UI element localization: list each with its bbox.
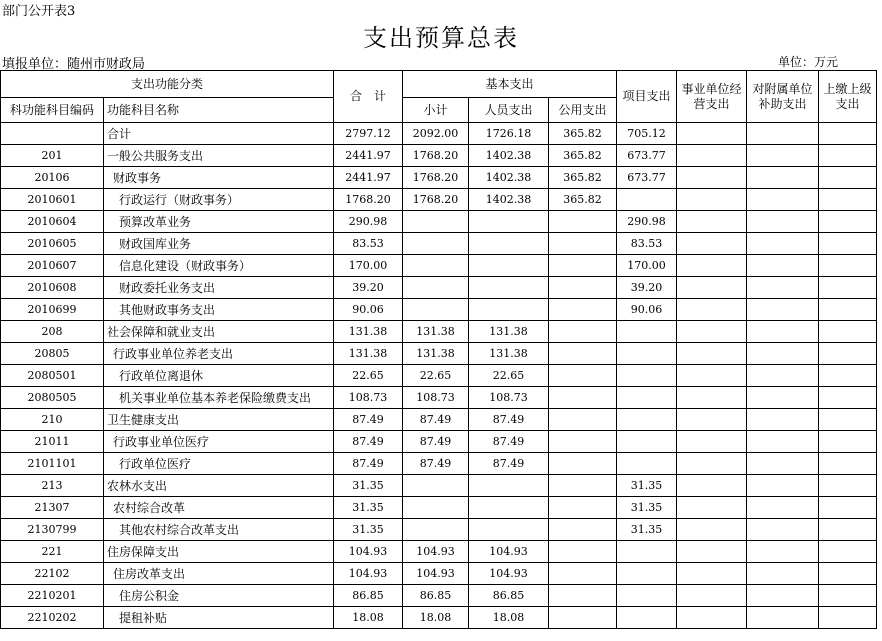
cell-public <box>549 233 617 255</box>
cell-enterprise <box>677 431 747 453</box>
cell-public <box>549 365 617 387</box>
cell-personnel <box>469 277 549 299</box>
cell-remit <box>819 123 877 145</box>
cell-name: 合计 <box>104 123 334 145</box>
cell-total: 39.20 <box>334 277 403 299</box>
table-row <box>1 123 877 145</box>
cell-personnel: 87.49 <box>469 409 549 431</box>
table-row <box>1 189 877 211</box>
cell-name: 住房公积金 <box>104 585 334 607</box>
cell-subsidy <box>747 409 819 431</box>
cell-code: 2210202 <box>1 607 104 629</box>
cell-personnel <box>469 255 549 277</box>
cell-subtotal: 104.93 <box>403 563 469 585</box>
cell-project <box>617 321 677 343</box>
cell-code: 2010699 <box>1 299 104 321</box>
cell-subsidy <box>747 453 819 475</box>
cell-total: 2441.97 <box>334 145 403 167</box>
header-personnel: 人员支出 <box>469 98 549 123</box>
cell-enterprise <box>677 277 747 299</box>
cell-total: 2797.12 <box>334 123 403 145</box>
cell-total: 87.49 <box>334 453 403 475</box>
cell-total: 83.53 <box>334 233 403 255</box>
cell-subtotal: 87.49 <box>403 409 469 431</box>
cell-public <box>549 453 617 475</box>
cell-enterprise <box>677 519 747 541</box>
table-row <box>1 233 877 255</box>
cell-personnel <box>469 233 549 255</box>
header-project: 项目支出 <box>617 71 677 123</box>
cell-total: 104.93 <box>334 563 403 585</box>
cell-public <box>549 585 617 607</box>
header-total: 合 计 <box>334 71 403 123</box>
cell-enterprise <box>677 365 747 387</box>
cell-enterprise <box>677 475 747 497</box>
cell-code: 201 <box>1 145 104 167</box>
cell-public <box>549 541 617 563</box>
table-row <box>1 145 877 167</box>
cell-name: 信息化建设（财政事务） <box>104 255 334 277</box>
cell-enterprise <box>677 541 747 563</box>
table-row <box>1 453 877 475</box>
cell-subtotal: 131.38 <box>403 321 469 343</box>
cell-project: 705.12 <box>617 123 677 145</box>
cell-total: 31.35 <box>334 497 403 519</box>
cell-subtotal: 1768.20 <box>403 145 469 167</box>
cell-public <box>549 387 617 409</box>
cell-project <box>617 431 677 453</box>
table-row <box>1 497 877 519</box>
cell-remit <box>819 365 877 387</box>
cell-name: 行政单位离退休 <box>104 365 334 387</box>
cell-public <box>549 277 617 299</box>
cell-remit <box>819 343 877 365</box>
cell-enterprise <box>677 255 747 277</box>
header-subsidy: 对附属单位补助支出 <box>747 71 819 123</box>
header-public: 公用支出 <box>549 98 617 123</box>
cell-project <box>617 585 677 607</box>
table-row <box>1 431 877 453</box>
cell-name: 其他财政事务支出 <box>104 299 334 321</box>
cell-subsidy <box>747 431 819 453</box>
cell-public <box>549 519 617 541</box>
cell-enterprise <box>677 233 747 255</box>
cell-personnel <box>469 519 549 541</box>
cell-total: 22.65 <box>334 365 403 387</box>
cell-remit <box>819 189 877 211</box>
cell-name: 提租补贴 <box>104 607 334 629</box>
cell-remit <box>819 541 877 563</box>
cell-subsidy <box>747 321 819 343</box>
table-row <box>1 343 877 365</box>
cell-enterprise <box>677 145 747 167</box>
table-row <box>1 607 877 629</box>
cell-code: 2010607 <box>1 255 104 277</box>
cell-personnel <box>469 497 549 519</box>
cell-subtotal <box>403 519 469 541</box>
cell-subtotal: 18.08 <box>403 607 469 629</box>
cell-public <box>549 431 617 453</box>
cell-remit <box>819 475 877 497</box>
cell-code: 2130799 <box>1 519 104 541</box>
cell-personnel: 1726.18 <box>469 123 549 145</box>
cell-name: 行政运行（财政事务） <box>104 189 334 211</box>
cell-enterprise <box>677 607 747 629</box>
cell-total: 131.38 <box>334 321 403 343</box>
cell-name: 行政单位医疗 <box>104 453 334 475</box>
cell-subsidy <box>747 277 819 299</box>
cell-public <box>549 497 617 519</box>
cell-subsidy <box>747 387 819 409</box>
cell-subtotal: 104.93 <box>403 541 469 563</box>
cell-enterprise <box>677 211 747 233</box>
cell-name: 农村综合改革 <box>104 497 334 519</box>
cell-subtotal <box>403 255 469 277</box>
cell-subtotal <box>403 299 469 321</box>
cell-public <box>549 563 617 585</box>
cell-project: 170.00 <box>617 255 677 277</box>
cell-subsidy <box>747 365 819 387</box>
cell-subsidy <box>747 211 819 233</box>
form-number-label: 部门公开表3 <box>2 4 76 19</box>
cell-enterprise <box>677 563 747 585</box>
cell-public: 365.82 <box>549 189 617 211</box>
header-name: 功能科目名称 <box>104 98 334 123</box>
cell-total: 18.08 <box>334 607 403 629</box>
cell-personnel: 87.49 <box>469 453 549 475</box>
cell-remit <box>819 277 877 299</box>
cell-code: 2010604 <box>1 211 104 233</box>
cell-enterprise <box>677 321 747 343</box>
cell-subsidy <box>747 563 819 585</box>
cell-project <box>617 189 677 211</box>
cell-code: 20805 <box>1 343 104 365</box>
cell-personnel: 86.85 <box>469 585 549 607</box>
cell-total: 1768.20 <box>334 189 403 211</box>
header-remit: 上缴上级支出 <box>819 71 877 123</box>
cell-enterprise <box>677 123 747 145</box>
cell-enterprise <box>677 167 747 189</box>
cell-name: 农林水支出 <box>104 475 334 497</box>
cell-total: 108.73 <box>334 387 403 409</box>
cell-code: 2010608 <box>1 277 104 299</box>
cell-remit <box>819 431 877 453</box>
cell-public <box>549 343 617 365</box>
cell-subtotal: 1768.20 <box>403 167 469 189</box>
header-subtotal: 小计 <box>403 98 469 123</box>
header-code: 科功能科目编码 <box>1 98 104 123</box>
cell-code: 21307 <box>1 497 104 519</box>
cell-name: 财政委托业务支出 <box>104 277 334 299</box>
cell-subsidy <box>747 497 819 519</box>
cell-project: 31.35 <box>617 519 677 541</box>
cell-personnel <box>469 211 549 233</box>
cell-name: 住房改革支出 <box>104 563 334 585</box>
cell-remit <box>819 563 877 585</box>
cell-enterprise <box>677 585 747 607</box>
cell-subsidy <box>747 233 819 255</box>
header-function-class: 支出功能分类 <box>1 71 334 98</box>
cell-project: 673.77 <box>617 167 677 189</box>
table-row <box>1 321 877 343</box>
cell-subsidy <box>747 607 819 629</box>
cell-total: 104.93 <box>334 541 403 563</box>
cell-enterprise <box>677 409 747 431</box>
table-row <box>1 255 877 277</box>
cell-subtotal <box>403 497 469 519</box>
cell-code: 210 <box>1 409 104 431</box>
cell-total: 290.98 <box>334 211 403 233</box>
cell-total: 131.38 <box>334 343 403 365</box>
cell-remit <box>819 453 877 475</box>
cell-public: 365.82 <box>549 145 617 167</box>
table-row <box>1 299 877 321</box>
cell-personnel: 1402.38 <box>469 167 549 189</box>
cell-personnel <box>469 299 549 321</box>
cell-name: 机关事业单位基本养老保险缴费支出 <box>104 387 334 409</box>
cell-remit <box>819 321 877 343</box>
cell-subtotal: 108.73 <box>403 387 469 409</box>
cell-subsidy <box>747 167 819 189</box>
cell-personnel: 104.93 <box>469 541 549 563</box>
cell-subtotal <box>403 277 469 299</box>
cell-personnel <box>469 475 549 497</box>
cell-enterprise <box>677 453 747 475</box>
page-title: 支出预算总表 <box>363 24 519 52</box>
header-basic: 基本支出 <box>403 71 617 98</box>
cell-personnel: 1402.38 <box>469 189 549 211</box>
cell-remit <box>819 299 877 321</box>
cell-remit <box>819 519 877 541</box>
header-enterprise: 事业单位经营支出 <box>677 71 747 123</box>
cell-project <box>617 365 677 387</box>
cell-total: 87.49 <box>334 431 403 453</box>
cell-project: 290.98 <box>617 211 677 233</box>
cell-project <box>617 387 677 409</box>
cell-code: 221 <box>1 541 104 563</box>
cell-total: 2441.97 <box>334 167 403 189</box>
cell-name: 行政事业单位医疗 <box>104 431 334 453</box>
cell-subtotal: 1768.20 <box>403 189 469 211</box>
cell-personnel: 108.73 <box>469 387 549 409</box>
cell-name: 财政事务 <box>104 167 334 189</box>
cell-public: 365.82 <box>549 123 617 145</box>
cell-project <box>617 409 677 431</box>
cell-subtotal: 87.49 <box>403 431 469 453</box>
cell-public <box>549 321 617 343</box>
cell-code: 2101101 <box>1 453 104 475</box>
cell-subtotal <box>403 475 469 497</box>
cell-total: 87.49 <box>334 409 403 431</box>
cell-total: 31.35 <box>334 519 403 541</box>
cell-enterprise <box>677 343 747 365</box>
cell-code <box>1 123 104 145</box>
cell-remit <box>819 167 877 189</box>
cell-remit <box>819 145 877 167</box>
cell-subtotal: 87.49 <box>403 453 469 475</box>
cell-remit <box>819 255 877 277</box>
cell-code: 2080505 <box>1 387 104 409</box>
table-row <box>1 475 877 497</box>
cell-name: 一般公共服务支出 <box>104 145 334 167</box>
cell-name: 预算改革业务 <box>104 211 334 233</box>
cell-project <box>617 453 677 475</box>
reporting-unit-label: 填报单位：随州市财政局 <box>2 57 146 72</box>
cell-personnel: 1402.38 <box>469 145 549 167</box>
cell-public <box>549 255 617 277</box>
cell-name: 卫生健康支出 <box>104 409 334 431</box>
table-row <box>1 211 877 233</box>
cell-personnel: 22.65 <box>469 365 549 387</box>
cell-remit <box>819 409 877 431</box>
cell-subtotal: 2092.00 <box>403 123 469 145</box>
budget-table <box>0 70 877 629</box>
cell-subtotal <box>403 211 469 233</box>
table-row <box>1 365 877 387</box>
cell-personnel: 131.38 <box>469 321 549 343</box>
cell-remit <box>819 497 877 519</box>
cell-personnel: 18.08 <box>469 607 549 629</box>
cell-total: 31.35 <box>334 475 403 497</box>
cell-subtotal: 86.85 <box>403 585 469 607</box>
cell-name: 住房保障支出 <box>104 541 334 563</box>
cell-public <box>549 211 617 233</box>
cell-code: 2080501 <box>1 365 104 387</box>
cell-public <box>549 607 617 629</box>
table-row <box>1 563 877 585</box>
cell-subtotal: 131.38 <box>403 343 469 365</box>
cell-subsidy <box>747 541 819 563</box>
cell-code: 20106 <box>1 167 104 189</box>
cell-project <box>617 541 677 563</box>
cell-code: 22102 <box>1 563 104 585</box>
cell-personnel: 131.38 <box>469 343 549 365</box>
cell-subsidy <box>747 145 819 167</box>
table-row <box>1 277 877 299</box>
cell-enterprise <box>677 387 747 409</box>
table-row <box>1 519 877 541</box>
cell-remit <box>819 211 877 233</box>
cell-code: 2010605 <box>1 233 104 255</box>
table-row <box>1 409 877 431</box>
cell-name: 行政事业单位养老支出 <box>104 343 334 365</box>
currency-unit-label: 单位：万元 <box>778 55 839 69</box>
cell-project: 39.20 <box>617 277 677 299</box>
cell-enterprise <box>677 189 747 211</box>
cell-subsidy <box>747 343 819 365</box>
cell-public <box>549 299 617 321</box>
cell-personnel: 104.93 <box>469 563 549 585</box>
cell-code: 2010601 <box>1 189 104 211</box>
cell-public <box>549 409 617 431</box>
cell-project: 90.06 <box>617 299 677 321</box>
cell-project <box>617 607 677 629</box>
cell-remit <box>819 387 877 409</box>
cell-total: 170.00 <box>334 255 403 277</box>
cell-code: 2210201 <box>1 585 104 607</box>
cell-personnel: 87.49 <box>469 431 549 453</box>
cell-name: 社会保障和就业支出 <box>104 321 334 343</box>
cell-subsidy <box>747 255 819 277</box>
table-row <box>1 541 877 563</box>
cell-remit <box>819 607 877 629</box>
cell-enterprise <box>677 299 747 321</box>
cell-total: 86.85 <box>334 585 403 607</box>
cell-subsidy <box>747 519 819 541</box>
cell-project: 673.77 <box>617 145 677 167</box>
cell-subsidy <box>747 123 819 145</box>
cell-subsidy <box>747 475 819 497</box>
cell-project <box>617 343 677 365</box>
cell-name: 财政国库业务 <box>104 233 334 255</box>
cell-remit <box>819 585 877 607</box>
cell-project: 83.53 <box>617 233 677 255</box>
cell-name: 其他农村综合改革支出 <box>104 519 334 541</box>
cell-total: 90.06 <box>334 299 403 321</box>
cell-subsidy <box>747 585 819 607</box>
table-row <box>1 387 877 409</box>
cell-project <box>617 563 677 585</box>
cell-public: 365.82 <box>549 167 617 189</box>
cell-code: 208 <box>1 321 104 343</box>
cell-subtotal <box>403 233 469 255</box>
table-row <box>1 167 877 189</box>
cell-code: 213 <box>1 475 104 497</box>
cell-enterprise <box>677 497 747 519</box>
cell-public <box>549 475 617 497</box>
cell-project: 31.35 <box>617 475 677 497</box>
cell-subtotal: 22.65 <box>403 365 469 387</box>
cell-subsidy <box>747 299 819 321</box>
cell-remit <box>819 233 877 255</box>
cell-subsidy <box>747 189 819 211</box>
table-row <box>1 585 877 607</box>
cell-project: 31.35 <box>617 497 677 519</box>
cell-code: 21011 <box>1 431 104 453</box>
